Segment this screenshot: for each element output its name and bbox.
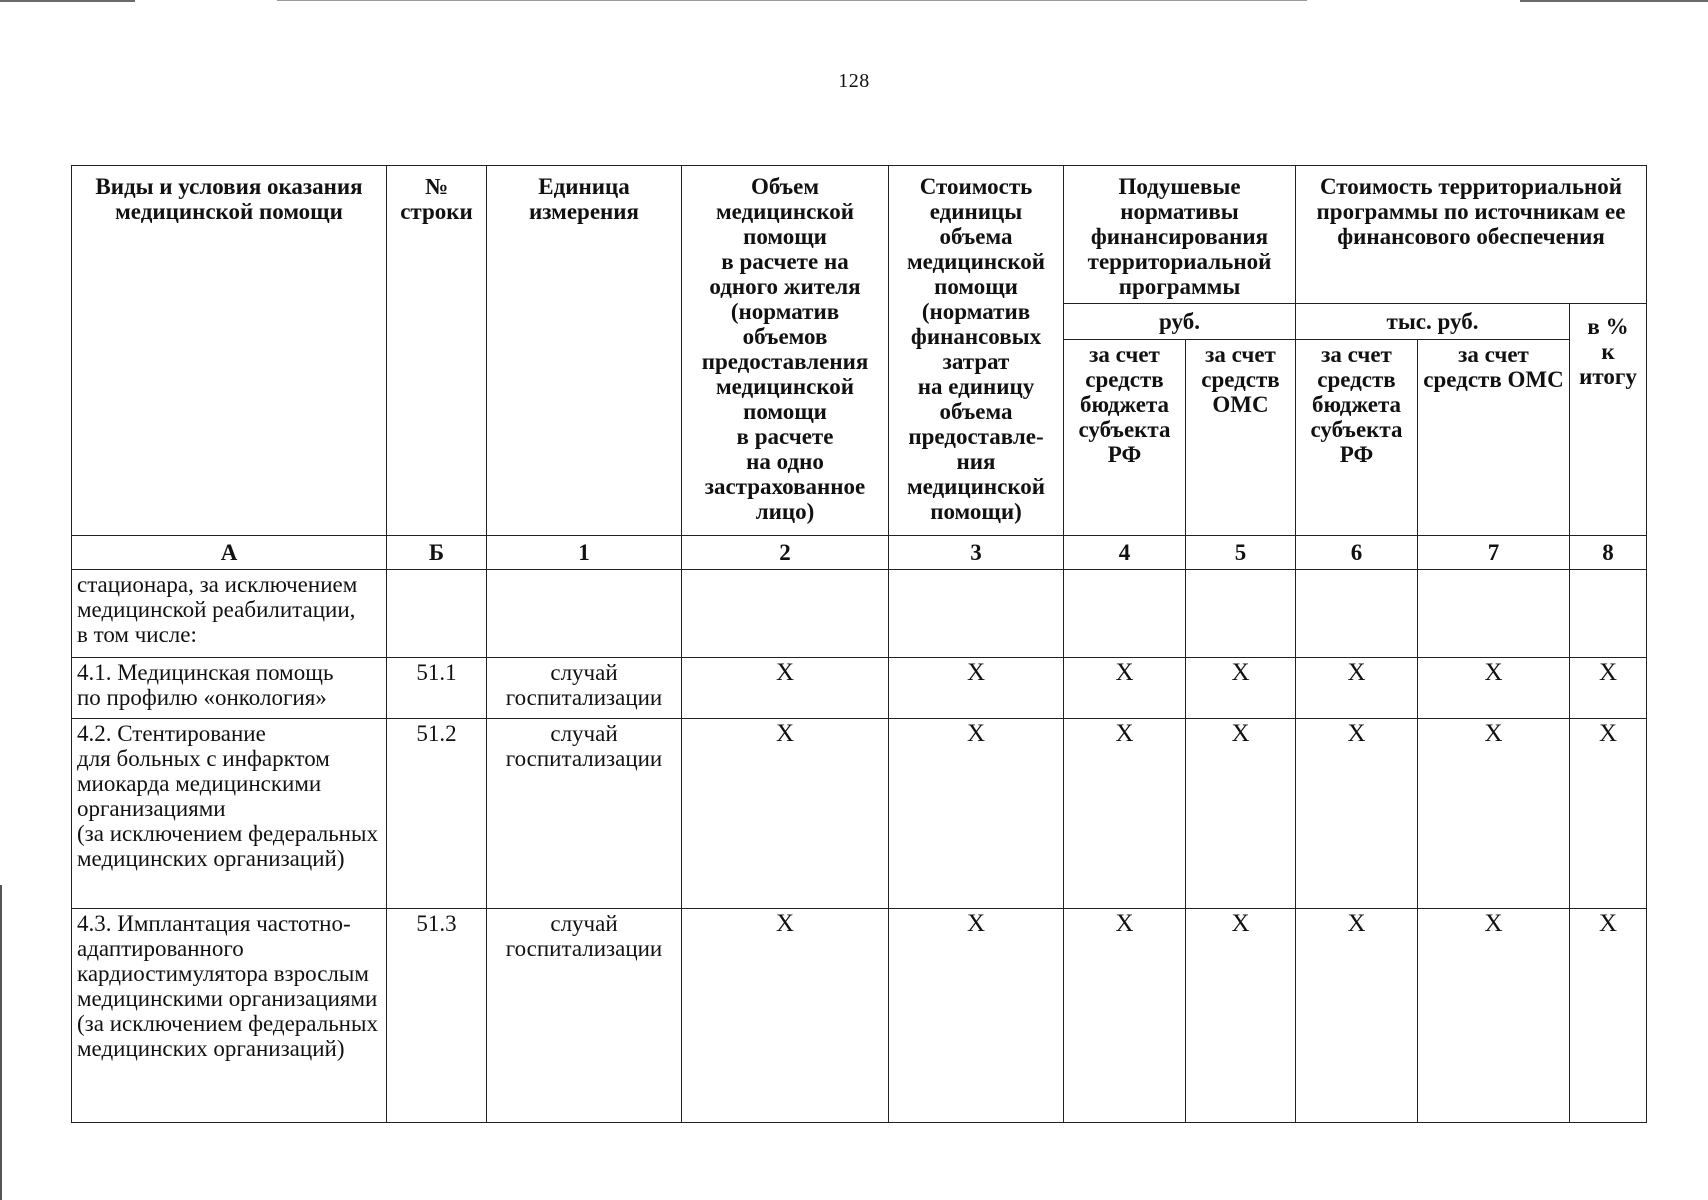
header-oms-rub: за счет средств ОМС (1186, 340, 1296, 536)
header-per-capita-standards: Подушевые нормативы финансирования территориальной программы (1064, 166, 1296, 304)
financing-table (71, 165, 1647, 1123)
scan-edge-left (0, 0, 135, 2)
value-cell: Х (1296, 719, 1418, 909)
row-number: 51.1 (387, 658, 487, 719)
row-label: стационара, за исключением медицинской реабилитации, в том числе: (72, 570, 387, 658)
row-unit: случай госпитализации (487, 909, 682, 1123)
page-number: 128 (838, 70, 870, 92)
value-cell: Х (1570, 909, 1647, 1123)
value-cell: Х (682, 658, 889, 719)
value-cell: Х (889, 658, 1064, 719)
value-cell: Х (1570, 658, 1647, 719)
header-row-number: № строки (387, 166, 487, 536)
value-cell: Х (1186, 719, 1296, 909)
value-cell (1064, 570, 1186, 658)
value-cell: Х (1064, 719, 1186, 909)
value-cell: Х (1186, 658, 1296, 719)
header-unit-cost: Стоимость единицы объема медицинской помощи (норматив финансовых затрат на единицу объема предоставле-ния медицинской помощи) (889, 166, 1064, 536)
value-cell: Х (1296, 658, 1418, 719)
value-cell (1570, 570, 1647, 658)
index-cell: Б (387, 536, 487, 570)
index-cell: 7 (1418, 536, 1570, 570)
table-row (72, 719, 1647, 909)
value-cell (1186, 570, 1296, 658)
index-cell: 3 (889, 536, 1064, 570)
header-program-cost: Стоимость территориальной программы по источникам ее финансового обеспечения (1296, 166, 1647, 304)
table-row (72, 909, 1647, 1123)
value-cell (1296, 570, 1418, 658)
value-cell: Х (1296, 909, 1418, 1123)
index-cell: 2 (682, 536, 889, 570)
value-cell: Х (889, 909, 1064, 1123)
table-row (72, 570, 1647, 658)
header-types-conditions: Виды и условия оказания медицинской помощи (72, 166, 387, 536)
row-label: 4.1. Медицинская помощь по профилю «онкология» (72, 658, 387, 719)
table-row (72, 658, 1647, 719)
column-index-row (72, 536, 1647, 570)
row-number: 51.2 (387, 719, 487, 909)
index-cell: 6 (1296, 536, 1418, 570)
header-unit-thousand-rub: тыс. руб. (1296, 304, 1570, 340)
header-regional-budget-rub: за счет средств бюджета субъекта РФ (1064, 340, 1186, 536)
row-label: 4.2. Стентирование для больных с инфарктом миокарда медицинскими организациями (за исключением федеральных медицинских организаций) (72, 719, 387, 909)
index-cell: 1 (487, 536, 682, 570)
value-cell: Х (1418, 909, 1570, 1123)
value-cell: Х (1570, 719, 1647, 909)
value-cell: Х (682, 719, 889, 909)
value-cell (682, 570, 889, 658)
header-volume-per-resident: Объем медицинской помощи в расчете на одного жителя (норматив объемов предоставления медицинской помощи в расчете на одно застрахованное лицо) (682, 166, 889, 536)
row-unit: случай госпитализации (487, 719, 682, 909)
value-cell: Х (1418, 658, 1570, 719)
value-cell: Х (1418, 719, 1570, 909)
header-oms-thousand: за счет средств ОМС (1418, 340, 1570, 536)
value-cell: Х (1064, 909, 1186, 1123)
header-unit-rub: руб. (1064, 304, 1296, 340)
value-cell (1418, 570, 1570, 658)
row-label: 4.3. Имплантация частотно-адаптированного кардиостимулятора взрослым медицинскими организациями (за исключением федеральных медицинских организаций) (72, 909, 387, 1123)
scan-edge-right (1520, 0, 1708, 2)
index-cell: 4 (1064, 536, 1186, 570)
value-cell: Х (1064, 658, 1186, 719)
scan-margin-mark (0, 885, 2, 1200)
value-cell: Х (1186, 909, 1296, 1123)
row-number (387, 570, 487, 658)
value-cell (889, 570, 1064, 658)
row-unit: случай госпитализации (487, 658, 682, 719)
header-regional-budget-thousand: за счет средств бюджета субъекта РФ (1296, 340, 1418, 536)
index-cell: 5 (1186, 536, 1296, 570)
row-unit (487, 570, 682, 658)
header-percent-of-total: в % к итогу (1570, 304, 1647, 536)
index-cell: А (72, 536, 387, 570)
row-number: 51.3 (387, 909, 487, 1123)
header-unit: Единица измерения (487, 166, 682, 536)
value-cell: Х (682, 909, 889, 1123)
value-cell: Х (889, 719, 1064, 909)
scan-edge-middle (277, 0, 1307, 1)
index-cell: 8 (1570, 536, 1647, 570)
